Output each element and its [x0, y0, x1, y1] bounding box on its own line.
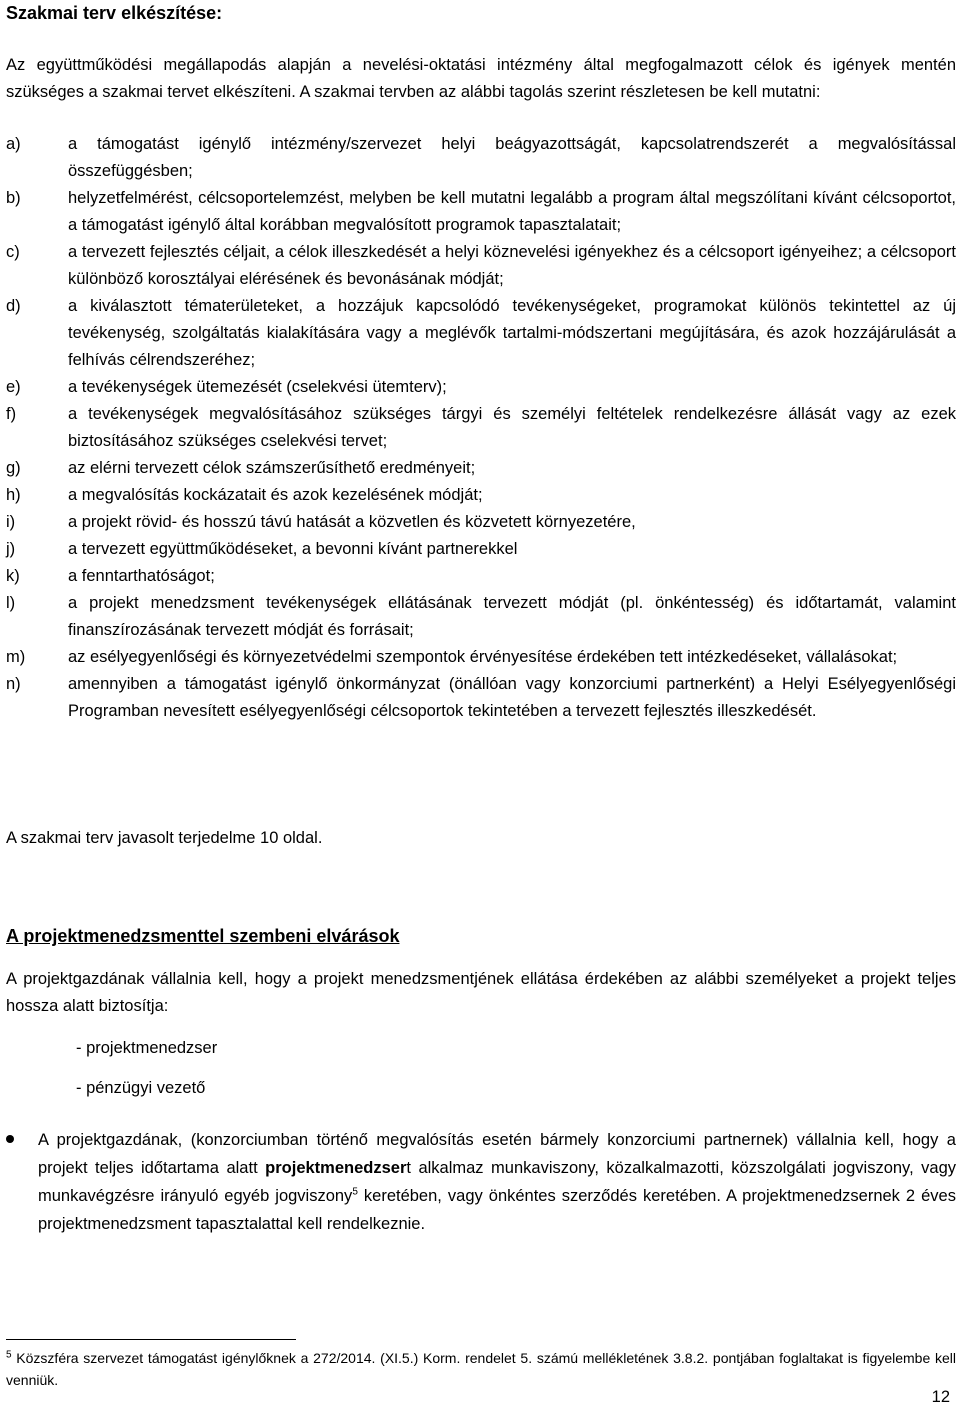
role-item: - projektmenedzser — [76, 1039, 218, 1057]
list-item-marker: n) — [6, 675, 21, 693]
list-item-marker: i) — [6, 513, 16, 531]
bullet-bold-term: projektmenedzser — [265, 1159, 407, 1177]
bullet-text-part: keretében, vagy önkéntes szerződés keretében. A projektmenedzsernek 2 éves projektmenedzsment tapasztalattal kell rendelkeznie. — [38, 1187, 956, 1233]
list-item-text: az esélyegyenlőségi és környezetvédelmi szempontok érvényesítése érdekében tett intézkedéseket, vállalásokat; — [68, 648, 898, 666]
role-item: - pénzügyi vezető — [76, 1079, 206, 1097]
list-item-marker: j) — [6, 540, 16, 558]
footnote-number: 5 — [6, 1349, 12, 1361]
list-item-marker: g) — [6, 459, 21, 477]
list-item-marker: f) — [6, 405, 17, 423]
list-item-text: a tervezett együttműködéseket, a bevonni kívánt partnerekkel — [68, 540, 518, 558]
list-item-text: a projekt menedzsment tevékenységek ellátásának tervezett módját (pl. önkéntesség) és időtartamát, valamint finanszírozásának tervezett módját és forrásait; — [68, 594, 956, 639]
length-note: A szakmai terv javasolt terjedelme 10 oldal. — [6, 829, 323, 847]
list-item-text: a projekt rövid- és hosszú távú hatását a közvetlen és közvetett környezetére, — [68, 513, 636, 531]
list-item-text: a kiválasztott tématerületeket, a hozzájuk kapcsolódó tevékenységeket, programokat különös tekintettel az új tevékenység, szolgáltatás kialakítására vagy a meglévők tartalmi-módszertani megújítására, és azok hozzájárulását a felhívás célrendszeréhez; — [68, 297, 956, 369]
list-item-text: a fenntarthatóságot; — [68, 567, 215, 585]
section-title: A projektmenedzsmenttel szembeni elvárások — [6, 926, 400, 946]
list-item — [6, 509, 956, 536]
bullet-item — [6, 1126, 956, 1238]
footnote — [6, 1347, 956, 1391]
list-item-text: helyzetfelmérést, célcsoportelemzést, melyben be kell mutatni legalább a program által megszólítani kívánt célcsoportot, a támogatást igénylő által korábban megvalósított programok tapasztalatait; — [68, 189, 956, 234]
section-heading: Szakmai terv elkészítése: — [6, 3, 223, 23]
list-item — [6, 482, 956, 509]
list-item — [6, 293, 956, 374]
bullet-text-part: A projektgazdának, (konzorciumban történő megvalósítás esetén bármely konzorciumi partnernek) vállalnia kell, hogy a projekt teljes időtartama alatt — [38, 1131, 956, 1177]
list-item-marker: l) — [6, 594, 16, 612]
bullet-text — [38, 1126, 956, 1238]
intro-paragraph: Az együttműködési megállapodás alapján a nevelési-oktatási intézmény által megfogalmazott célok és igények mentén szükséges a szakmai tervet elkészíteni. A szakmai tervben az alábbi tagolás szerint részletesen be kell mutatni: — [6, 56, 956, 101]
list-item — [6, 401, 956, 455]
list-item — [6, 455, 956, 482]
list-item — [6, 239, 956, 293]
list-item-text: a tervezett fejlesztés céljait, a célok illeszkedését a helyi köznevelési igényekhez és a célcsoport igényeihez; a célcsoport különböző korosztályai elérésének és bevonásának módját; — [68, 243, 956, 288]
bullet-text-part: t alkalmaz munkaviszony, közalkalmazotti, közszolgálati jogviszony, vagy munkavégzésre irányuló egyéb jogviszony — [38, 1159, 956, 1205]
footnote-text: Közszféra szervezet támogatást igénylőknek a 272/2014. (XI.5.) Korm. rendelet 5. számú mellékletének 3.8.2. pontjában foglaltakat is figyelembe kell venniük. — [6, 1350, 956, 1388]
list-item-marker: d) — [6, 297, 21, 315]
list-item — [6, 590, 956, 644]
list-item-text: a tevékenységek ütemezését (cselekvési ütemterv); — [68, 378, 447, 396]
list-item-marker: h) — [6, 486, 21, 504]
list-item-marker: m) — [6, 648, 26, 666]
section-intro: A projektgazdának vállalnia kell, hogy a projekt menedzsmentjének ellátása érdekében az alábbi személyeket a projekt teljes hossza alatt biztosítja: — [6, 970, 956, 1015]
page-number: 12 — [931, 1388, 950, 1406]
list-item-marker: b) — [6, 189, 21, 207]
requirements-list — [6, 131, 956, 725]
list-item-marker: k) — [6, 567, 20, 585]
list-item-text: a megvalósítás kockázatait és azok kezelésének módját; — [68, 486, 483, 504]
bullet-icon — [6, 1135, 14, 1143]
list-item — [6, 563, 956, 590]
list-item-text: amennyiben a támogatást igénylő önkormányzat (önállóan vagy konzorciumi partnerként) a Helyi Esélyegyenlőségi Programban nevesített esélyegyenlőségi célcsoportok tekintetében a tervezett fejlesztés illeszkedését. — [68, 675, 956, 720]
footnote-reference[interactable]: 5 — [352, 1186, 358, 1198]
list-item-marker: c) — [6, 243, 20, 261]
footnote-divider — [6, 1339, 296, 1340]
list-item-text: a támogatást igénylő intézmény/szervezet helyi beágyazottságát, kapcsolatrendszerét a megvalósítással összefüggésben; — [68, 135, 956, 180]
list-item — [6, 671, 956, 725]
list-item — [6, 536, 956, 563]
list-item — [6, 185, 956, 239]
list-item — [6, 131, 956, 185]
list-item — [6, 644, 956, 671]
list-item-text: az elérni tervezett célok számszerűsíthető eredményeit; — [68, 459, 476, 477]
list-item — [6, 374, 956, 401]
list-item-marker: e) — [6, 378, 21, 396]
list-item-marker: a) — [6, 135, 21, 153]
list-item-text: a tevékenységek megvalósításához szükséges tárgyi és személyi feltételek rendelkezésre állását vagy az ezek biztosításához szükséges cselekvési tervet; — [68, 405, 956, 450]
